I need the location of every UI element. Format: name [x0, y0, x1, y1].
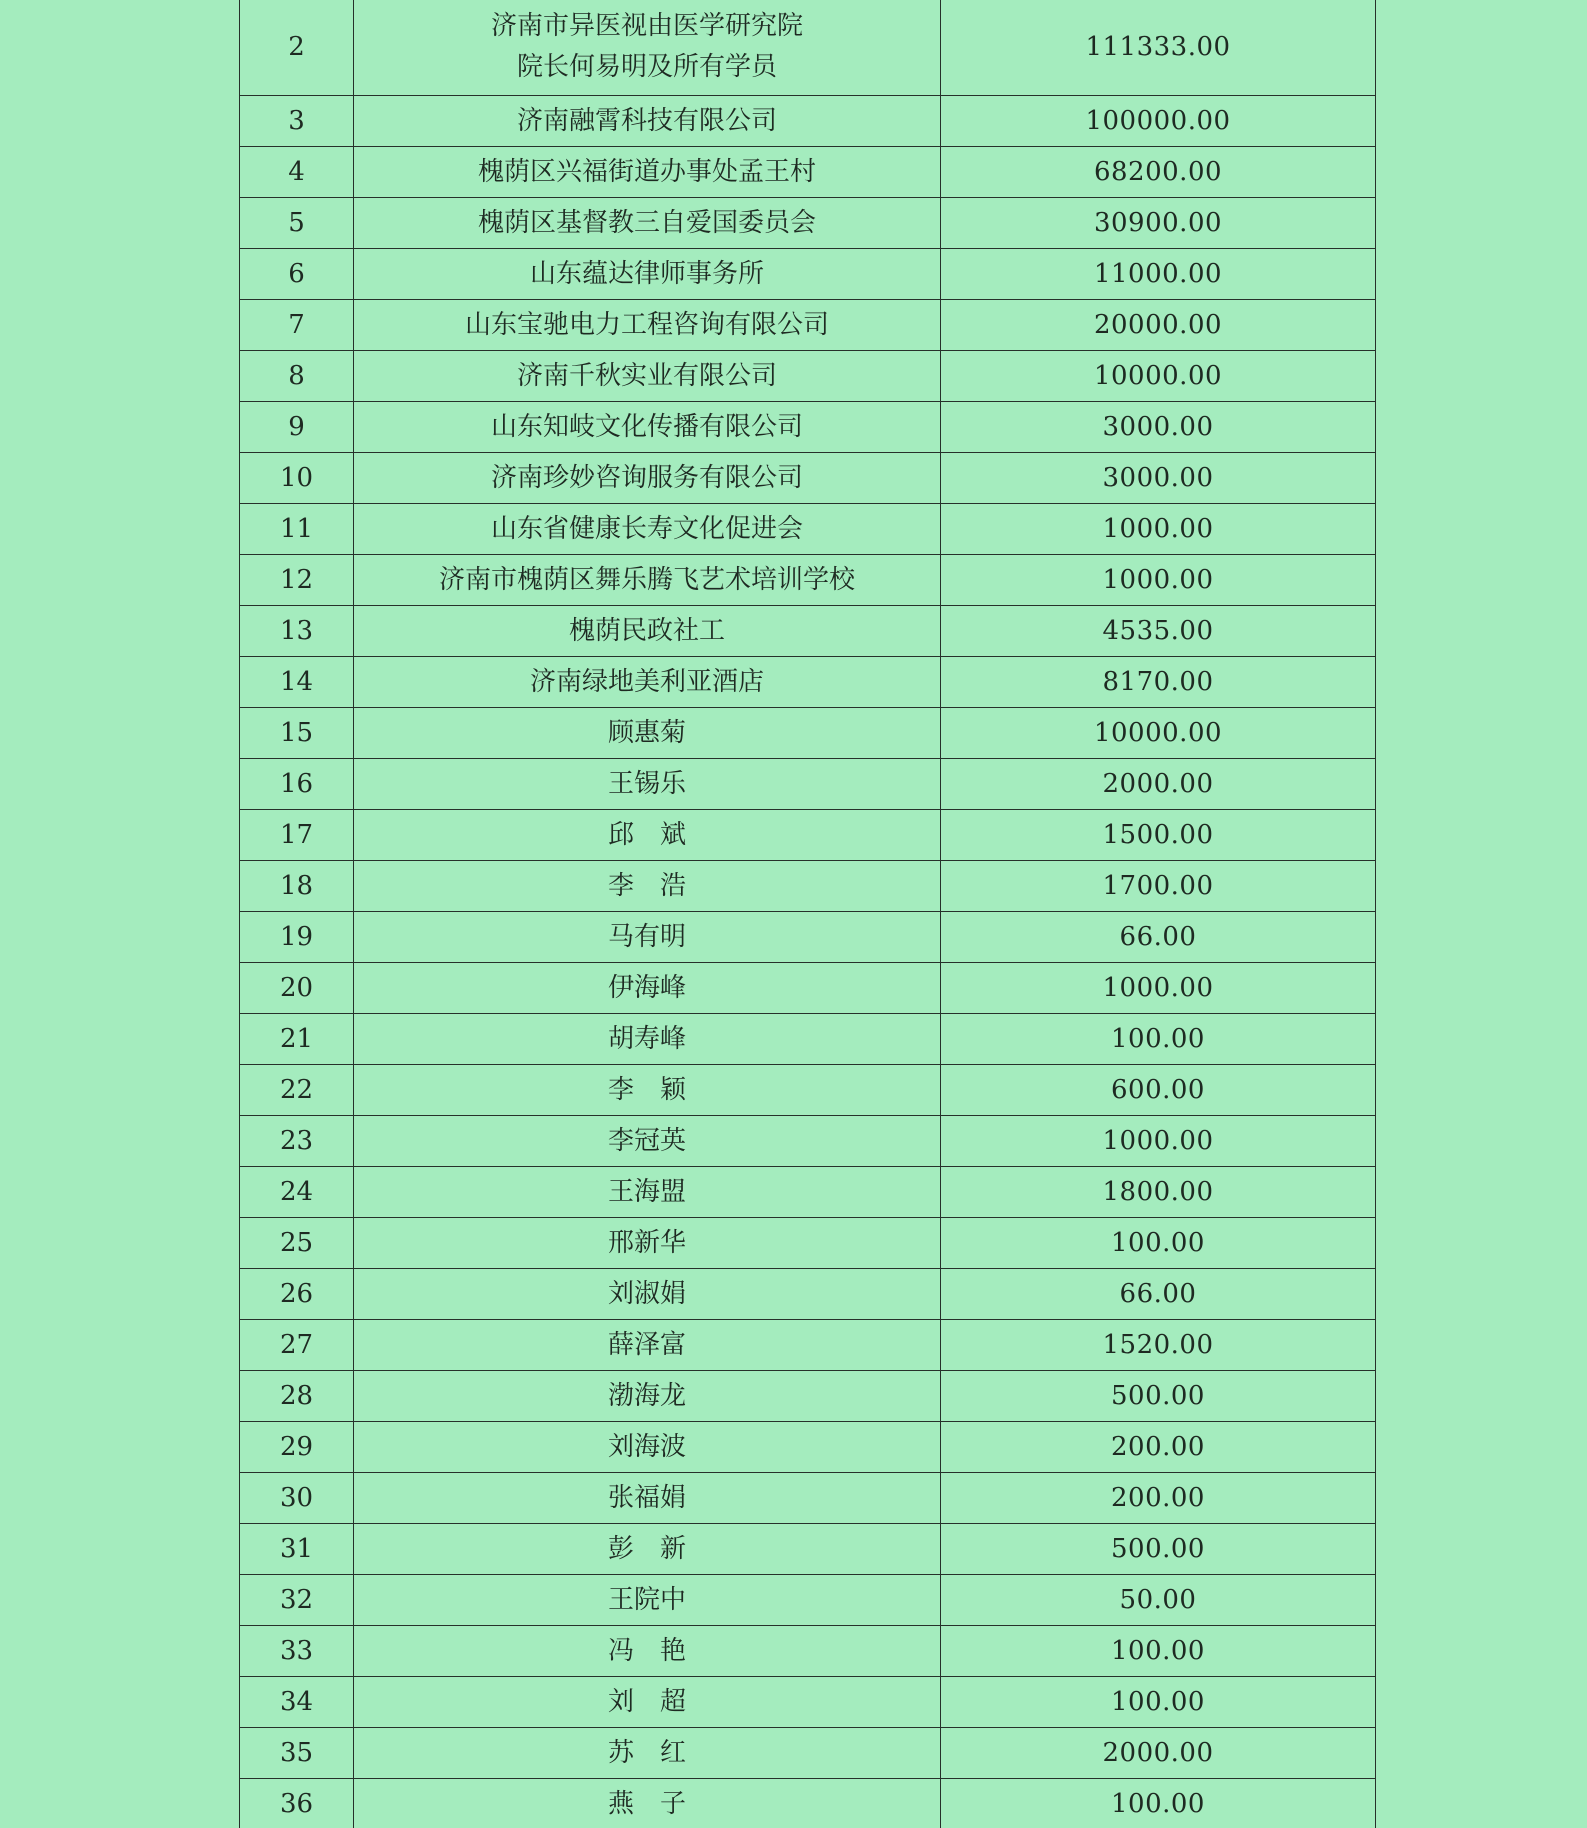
- donation-amount-cell: 1000.00: [941, 504, 1376, 555]
- table-row: [240, 0, 1376, 96]
- donor-name-cell: 山东省健康长寿文化促进会: [354, 504, 941, 555]
- donor-name-cell: 马有明: [354, 912, 941, 963]
- table-row: [240, 759, 1376, 810]
- row-number-cell: 30: [240, 1473, 354, 1524]
- table-row: [240, 912, 1376, 963]
- row-number-cell: 7: [240, 300, 354, 351]
- donor-name-cell: 冯 艳: [354, 1626, 941, 1677]
- donation-amount-cell: 10000.00: [941, 351, 1376, 402]
- donor-name-cell: 济南市槐荫区舞乐腾飞艺术培训学校: [354, 555, 941, 606]
- row-number-cell: 28: [240, 1371, 354, 1422]
- donation-amount-cell: 10000.00: [941, 708, 1376, 759]
- table-row: [240, 1320, 1376, 1371]
- table-row: [240, 300, 1376, 351]
- table-row: [240, 96, 1376, 147]
- donation-amount-cell: 3000.00: [941, 453, 1376, 504]
- table-row: [240, 147, 1376, 198]
- donor-name-cell: 彭 新: [354, 1524, 941, 1575]
- row-number-cell: 31: [240, 1524, 354, 1575]
- donation-amount-cell: 8170.00: [941, 657, 1376, 708]
- row-number-cell: 36: [240, 1779, 354, 1828]
- donation-amount-cell: 200.00: [941, 1473, 1376, 1524]
- row-number-cell: 6: [240, 249, 354, 300]
- donor-name-cell: 山东宝驰电力工程咨询有限公司: [354, 300, 941, 351]
- table-row: [240, 1371, 1376, 1422]
- donor-name-cell: 济南珍妙咨询服务有限公司: [354, 453, 941, 504]
- row-number-cell: 10: [240, 453, 354, 504]
- donation-amount-cell: 30900.00: [941, 198, 1376, 249]
- donor-name-cell: 王锡乐: [354, 759, 941, 810]
- table-row: [240, 1014, 1376, 1065]
- row-number-cell: 3: [240, 96, 354, 147]
- table-row: [240, 1779, 1376, 1828]
- donation-amount-cell: 2000.00: [941, 1728, 1376, 1779]
- row-number-cell: 16: [240, 759, 354, 810]
- donor-name-cell: 槐荫民政社工: [354, 606, 941, 657]
- table-row: [240, 198, 1376, 249]
- table-row: [240, 1626, 1376, 1677]
- donor-name-cell: 刘淑娟: [354, 1269, 941, 1320]
- donor-name-cell: 邢新华: [354, 1218, 941, 1269]
- donation-amount-cell: 1500.00: [941, 810, 1376, 861]
- row-number-cell: 34: [240, 1677, 354, 1728]
- table-row: [240, 1065, 1376, 1116]
- donation-amount-cell: 500.00: [941, 1524, 1376, 1575]
- row-number-cell: 25: [240, 1218, 354, 1269]
- donation-amount-cell: 200.00: [941, 1422, 1376, 1473]
- table-row: [240, 1677, 1376, 1728]
- table-row: [240, 1728, 1376, 1779]
- donor-name-cell: 槐荫区兴福街道办事处孟王村: [354, 147, 941, 198]
- row-number-cell: 22: [240, 1065, 354, 1116]
- row-number-cell: 27: [240, 1320, 354, 1371]
- table-row: [240, 810, 1376, 861]
- table-row: [240, 453, 1376, 504]
- row-number-cell: 11: [240, 504, 354, 555]
- row-number-cell: 12: [240, 555, 354, 606]
- donation-amount-cell: 1000.00: [941, 1116, 1376, 1167]
- table-row: [240, 351, 1376, 402]
- table-row: [240, 1167, 1376, 1218]
- table-row: [240, 504, 1376, 555]
- table-row: [240, 1524, 1376, 1575]
- donation-amount-cell: 20000.00: [941, 300, 1376, 351]
- donation-amount-cell: 100.00: [941, 1779, 1376, 1828]
- donation-table-body: [240, 0, 1376, 1828]
- row-number-cell: 20: [240, 963, 354, 1014]
- table-row: [240, 1473, 1376, 1524]
- donor-name-cell: 李 浩: [354, 861, 941, 912]
- donor-name-cell: 李 颖: [354, 1065, 941, 1116]
- donor-name-cell: 山东知岐文化传播有限公司: [354, 402, 941, 453]
- donation-amount-cell: 100.00: [941, 1626, 1376, 1677]
- table-row: [240, 963, 1376, 1014]
- donor-name-cell: 山东蕴达律师事务所: [354, 249, 941, 300]
- row-number-cell: 24: [240, 1167, 354, 1218]
- table-row: [240, 555, 1376, 606]
- donor-name-cell: 济南市异医视由医学研究院 院长何易明及所有学员: [354, 0, 941, 96]
- row-number-cell: 2: [240, 0, 354, 96]
- table-row: [240, 606, 1376, 657]
- donor-name-cell: 燕 子: [354, 1779, 941, 1828]
- donation-amount-cell: 1000.00: [941, 963, 1376, 1014]
- table-row: [240, 861, 1376, 912]
- donor-name-cell: 张福娟: [354, 1473, 941, 1524]
- donation-amount-cell: 4535.00: [941, 606, 1376, 657]
- row-number-cell: 17: [240, 810, 354, 861]
- donation-amount-cell: 100.00: [941, 1677, 1376, 1728]
- table-row: [240, 1575, 1376, 1626]
- donor-name-cell: 伊海峰: [354, 963, 941, 1014]
- row-number-cell: 8: [240, 351, 354, 402]
- row-number-cell: 29: [240, 1422, 354, 1473]
- donation-amount-cell: 111333.00: [941, 0, 1376, 96]
- donation-amount-cell: 500.00: [941, 1371, 1376, 1422]
- donor-name-cell: 薛泽富: [354, 1320, 941, 1371]
- row-number-cell: 32: [240, 1575, 354, 1626]
- donation-amount-cell: 100.00: [941, 1014, 1376, 1065]
- donation-amount-cell: 3000.00: [941, 402, 1376, 453]
- donation-amount-cell: 68200.00: [941, 147, 1376, 198]
- donor-name-cell: 胡寿峰: [354, 1014, 941, 1065]
- table-row: [240, 1116, 1376, 1167]
- row-number-cell: 15: [240, 708, 354, 759]
- donation-amount-cell: 66.00: [941, 912, 1376, 963]
- row-number-cell: 9: [240, 402, 354, 453]
- row-number-cell: 13: [240, 606, 354, 657]
- donation-amount-cell: 600.00: [941, 1065, 1376, 1116]
- row-number-cell: 18: [240, 861, 354, 912]
- row-number-cell: 14: [240, 657, 354, 708]
- donation-amount-cell: 66.00: [941, 1269, 1376, 1320]
- donation-amount-cell: 2000.00: [941, 759, 1376, 810]
- row-number-cell: 33: [240, 1626, 354, 1677]
- donation-table: [239, 0, 1376, 1828]
- donation-amount-cell: 50.00: [941, 1575, 1376, 1626]
- donor-name-cell: 王海盟: [354, 1167, 941, 1218]
- donor-name-cell: 济南千秋实业有限公司: [354, 351, 941, 402]
- donor-name-cell: 李冠英: [354, 1116, 941, 1167]
- donor-name-cell: 刘海波: [354, 1422, 941, 1473]
- donor-name-cell: 济南融霄科技有限公司: [354, 96, 941, 147]
- table-row: [240, 1269, 1376, 1320]
- donor-name-cell: 渤海龙: [354, 1371, 941, 1422]
- row-number-cell: 26: [240, 1269, 354, 1320]
- table-row: [240, 402, 1376, 453]
- donation-amount-cell: 1000.00: [941, 555, 1376, 606]
- donor-name-cell: 苏 红: [354, 1728, 941, 1779]
- table-row: [240, 1422, 1376, 1473]
- donation-amount-cell: 1800.00: [941, 1167, 1376, 1218]
- row-number-cell: 19: [240, 912, 354, 963]
- table-row: [240, 1218, 1376, 1269]
- table-row: [240, 249, 1376, 300]
- donor-name-cell: 济南绿地美利亚酒店: [354, 657, 941, 708]
- donor-name-cell: 槐荫区基督教三自爱国委员会: [354, 198, 941, 249]
- row-number-cell: 23: [240, 1116, 354, 1167]
- row-number-cell: 4: [240, 147, 354, 198]
- donation-amount-cell: 1520.00: [941, 1320, 1376, 1371]
- donation-amount-cell: 11000.00: [941, 249, 1376, 300]
- donor-name-cell: 王院中: [354, 1575, 941, 1626]
- table-row: [240, 657, 1376, 708]
- row-number-cell: 5: [240, 198, 354, 249]
- donation-amount-cell: 1700.00: [941, 861, 1376, 912]
- row-number-cell: 35: [240, 1728, 354, 1779]
- donor-name-cell: 邱 斌: [354, 810, 941, 861]
- row-number-cell: 21: [240, 1014, 354, 1065]
- table-row: [240, 708, 1376, 759]
- donation-amount-cell: 100000.00: [941, 96, 1376, 147]
- donation-amount-cell: 100.00: [941, 1218, 1376, 1269]
- donor-name-cell: 刘 超: [354, 1677, 941, 1728]
- donor-name-cell: 顾惠菊: [354, 708, 941, 759]
